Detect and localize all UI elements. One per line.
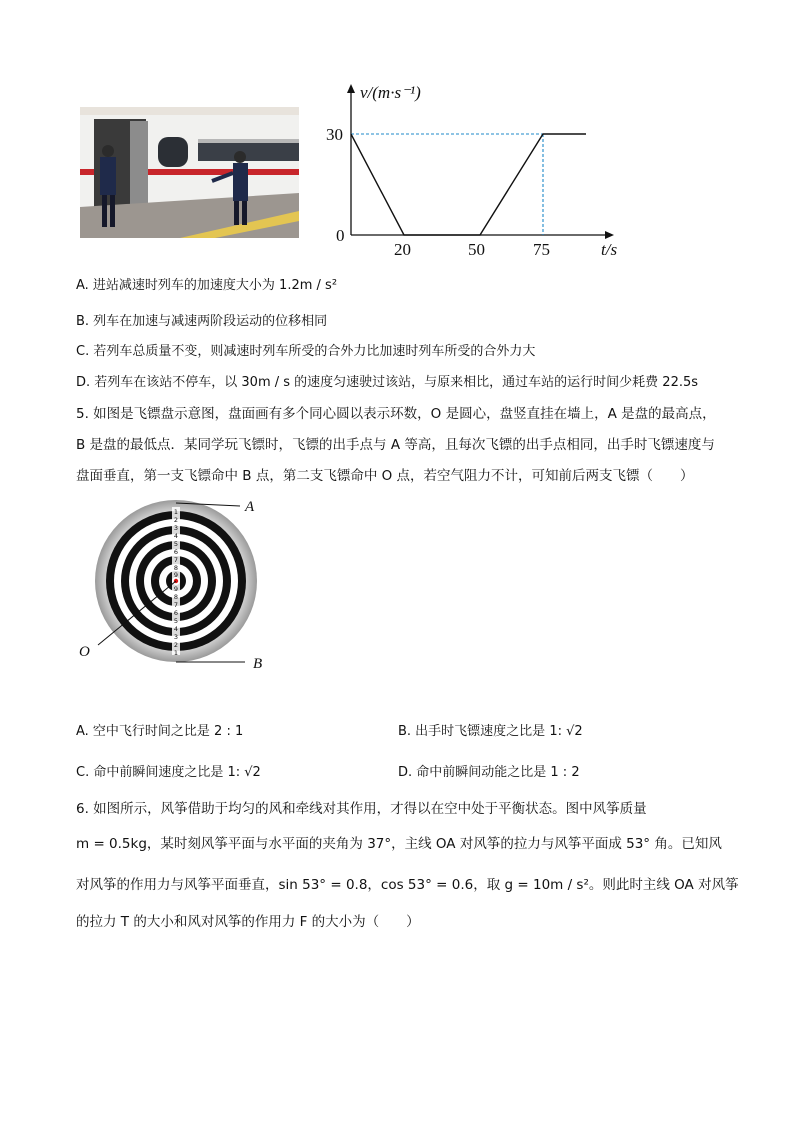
ring-number-bottom: 7: [173, 601, 179, 609]
ring-number-top: 6: [173, 548, 179, 556]
x-tick-50: 50: [468, 240, 485, 259]
q4-option-d: D. 若列车在该站不停车，以 30m / s 的速度匀速驶过该站，与原来相比，通过车站的运行时间少耗费 22.5s: [76, 375, 699, 390]
x-tick-20: 20: [394, 240, 411, 259]
ring-number-bottom: 4: [173, 625, 179, 633]
ring-number-top: 1: [173, 508, 179, 516]
ring-number-bottom: 5: [173, 617, 179, 625]
label-o: O: [79, 644, 90, 660]
x-axis-label: t/s: [601, 240, 618, 259]
velocity-time-graph: [320, 78, 640, 263]
y-tick-0: 0: [336, 226, 345, 245]
x-tick-75: 75: [533, 240, 550, 259]
ring-number-bottom: 9: [173, 585, 179, 593]
q5-option-c: C. 命中前瞬间速度之比是 1: √2: [76, 765, 261, 780]
q5-stem-line1: 5. 如图是飞镖盘示意图，盘面画有多个同心圆以表示环数，O 是圆心，盘竖直挂在墙上，A 是盘的最高点，: [76, 406, 716, 422]
q4-option-c: C. 若列车总质量不变，则减速时列车所受的合外力比加速时列车所受的合外力大: [76, 344, 536, 359]
q6-stem-line2: m = 0.5kg，某时刻风筝平面与水平面的夹角为 37°，主线 OA 对风筝的拉力与风筝平面成 53° 角。已知风: [76, 836, 722, 852]
q6-stem-line4: 的拉力 T 的大小和风对风筝的作用力 F 的大小为（ ）: [76, 914, 420, 930]
label-a: A: [245, 499, 255, 515]
ring-number-top: 9: [173, 571, 179, 579]
ring-number-bottom: 2: [173, 641, 179, 649]
ring-number-top: 4: [173, 532, 179, 540]
ring-number-bottom: 6: [173, 609, 179, 617]
label-b: B: [253, 656, 263, 672]
x-axis-arrow: [605, 231, 614, 239]
ring-number-top: 5: [173, 540, 179, 548]
q4-option-b: B. 列车在加速与减速两阶段运动的位移相同: [76, 314, 328, 329]
train-station-photo: [80, 107, 299, 238]
y-axis-arrow: [347, 84, 355, 93]
ring-number-top: 3: [173, 524, 179, 532]
q5-option-b: B. 出手时飞镖速度之比是 1: √2: [398, 724, 583, 739]
q4-option-a: A. 进站减速时列车的加速度大小为 1.2m / s²: [76, 278, 338, 293]
ring-number-bottom: 1: [173, 649, 179, 657]
q6-stem-line1: 6. 如图所示，风筝借助于均匀的风和牵线对其作用，才得以在空中处于平衡状态。图中风筝质量: [76, 801, 647, 817]
ring-number-bottom: 8: [173, 593, 179, 601]
y-axis-label: v/(m·s⁻¹): [360, 83, 421, 102]
dartboard-diagram: [75, 495, 275, 675]
train-photo-illustration: [80, 107, 299, 238]
ring-number-top: 2: [173, 516, 179, 524]
ring-number-bottom: 3: [173, 633, 179, 641]
q5-stem-line3: 盘面垂直，第一支飞镖命中 B 点，第二支飞镖命中 O 点，若空气阻力不计，可知前后两支飞镖（ ）: [76, 468, 694, 484]
ring-number-top: 7: [173, 556, 179, 564]
q5-option-d: D. 命中前瞬间动能之比是 1 : 2: [398, 765, 580, 780]
y-tick-30: 30: [326, 125, 343, 144]
q5-option-a: A. 空中飞行时间之比是 2 : 1: [76, 724, 244, 739]
q6-stem-line3: 对风筝的作用力与风筝平面垂直，sin 53° = 0.8，cos 53° = 0.6，取 g = 10m / s²。则此时主线 OA 对风筝: [76, 877, 739, 893]
ring-number-top: 8: [173, 564, 179, 572]
q5-stem-line2: B 是盘的最低点．某同学玩飞镖时，飞镖的出手点与 A 等高，且每次飞镖的出手点相同，出手时飞镖速度与: [76, 437, 715, 453]
velocity-curve: [351, 134, 586, 235]
